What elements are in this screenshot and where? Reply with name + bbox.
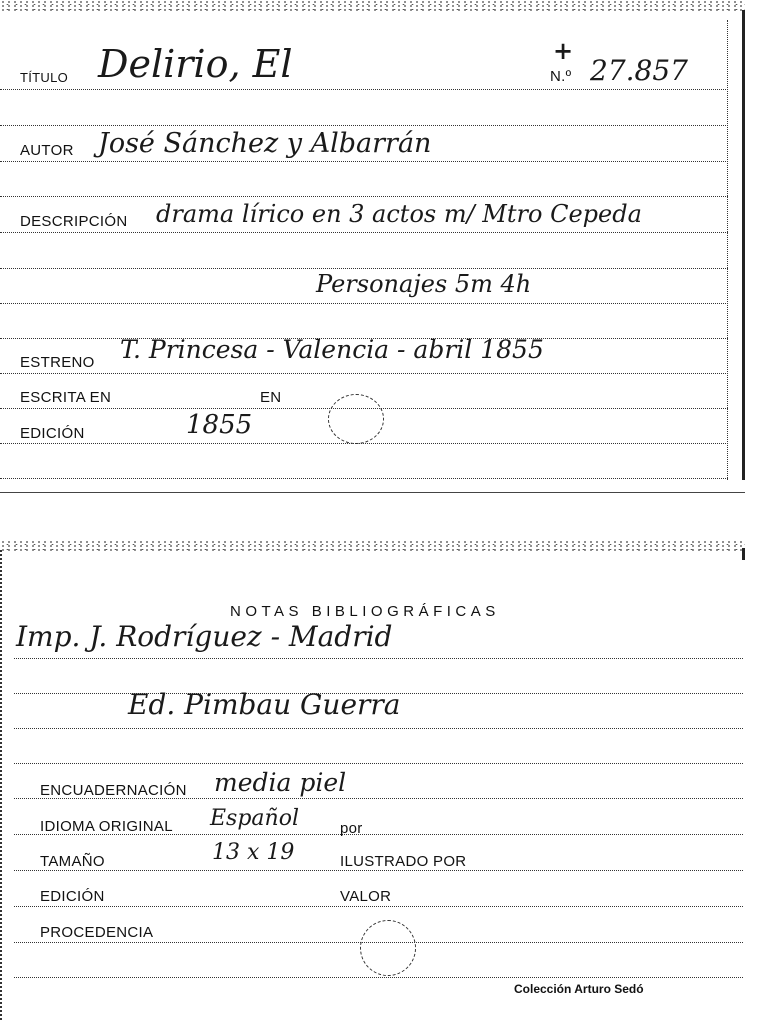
note-line-1: Imp. J. Rodríguez - Madrid <box>16 620 393 653</box>
rule-line <box>0 478 728 479</box>
note-line-2: Ed. Pimbau Guerra <box>128 688 401 721</box>
rule-line <box>0 196 728 197</box>
por-label: por <box>340 820 363 837</box>
idioma-value: Español <box>210 806 299 831</box>
rule-line <box>14 870 743 871</box>
card-dotted-border <box>727 20 728 480</box>
rule-line <box>0 89 728 90</box>
rule-line <box>0 443 728 444</box>
stamp-circle <box>328 394 384 444</box>
escrita-en-label: ESCRITA EN <box>20 389 112 406</box>
notas-heading: NOTAS BIBLIOGRÁFICAS <box>230 603 500 620</box>
rule-line <box>0 303 728 304</box>
descripcion-value: drama lírico en 3 actos m/ Mtro Cepeda <box>156 200 642 228</box>
procedencia-label: PROCEDENCIA <box>40 924 154 941</box>
rule-line <box>0 268 728 269</box>
card-right-edge <box>742 548 745 560</box>
estreno-value: T. Princesa - Valencia - abril 1855 <box>120 335 544 364</box>
tamano-label: TAMAÑO <box>40 853 105 870</box>
autor-label: AUTOR <box>20 142 74 159</box>
numero-value: 27.857 <box>590 54 688 87</box>
titulo-label: TÍTULO <box>20 70 69 85</box>
valor-label: VALOR <box>340 888 392 905</box>
rule-line <box>0 232 728 233</box>
descripcion-label: DESCRIPCIÓN <box>20 213 128 230</box>
rule-line <box>0 373 728 374</box>
card-separator <box>0 492 745 493</box>
rule-line <box>14 763 743 764</box>
numero-label: N.º <box>550 68 572 85</box>
encuadernacion-value: media piel <box>214 768 347 797</box>
card-top-edge <box>0 540 745 552</box>
card-top-edge <box>0 0 745 12</box>
card-left-edge <box>0 550 5 1020</box>
catalog-card-bottom <box>0 540 745 1028</box>
en-label: EN <box>260 389 282 406</box>
personajes-value: Personajes 5m 4h <box>316 270 532 298</box>
encuadernacion-label: ENCUADERNACIÓN <box>40 782 187 799</box>
estreno-label: ESTRENO <box>20 354 95 371</box>
rule-line <box>0 125 728 126</box>
rule-line <box>14 658 743 659</box>
edicion-value: 1855 <box>186 410 253 440</box>
titulo-value: Delirio, El <box>98 42 293 86</box>
rule-line <box>14 728 743 729</box>
edicion-label: EDICIÓN <box>40 888 105 905</box>
rule-line <box>14 906 743 907</box>
catalog-card-top <box>0 0 745 490</box>
rule-line <box>14 977 743 978</box>
stamp-circle <box>360 920 416 976</box>
edicion-label: EDICIÓN <box>20 425 85 442</box>
idioma-label: IDIOMA ORIGINAL <box>40 818 173 835</box>
numero-mark: + <box>553 36 574 65</box>
collection-footer: Colección Arturo Sedó <box>514 982 644 996</box>
tamano-value: 13 x 19 <box>212 840 295 865</box>
card-right-edge <box>742 10 745 480</box>
ilustrado-label: ILUSTRADO POR <box>340 853 467 870</box>
rule-line <box>0 161 728 162</box>
autor-value: José Sánchez y Albarrán <box>98 128 432 159</box>
